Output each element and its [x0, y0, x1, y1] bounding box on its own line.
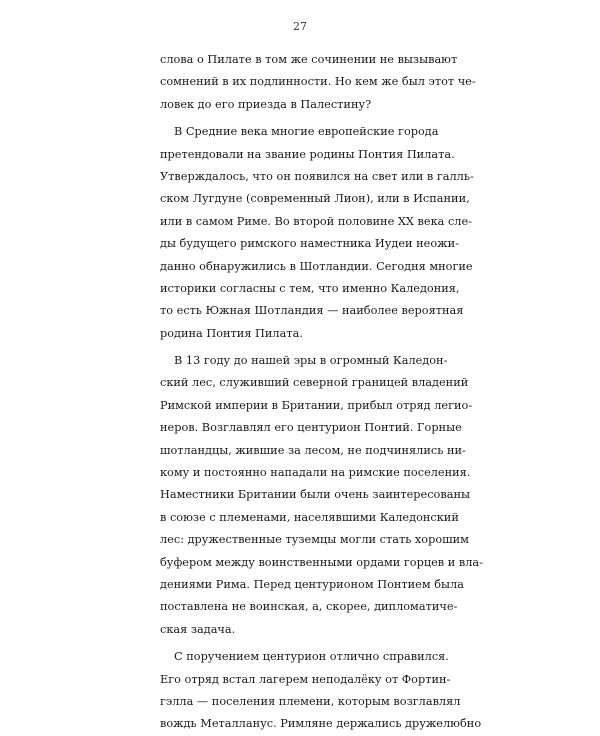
text-line: ловек до его приезда в Палестину?: [160, 97, 372, 111]
text-line: ском Лугдуне (современный Лион), или в Испании,: [160, 192, 470, 206]
text-line: В Средние века многие европейские города: [174, 125, 439, 139]
body-text: [160, 49, 483, 736]
text-line: С поручением центурион отлично справился.: [174, 650, 449, 664]
text-line: Наместники Британии были очень заинтересованы: [160, 488, 470, 502]
page-number: 27: [293, 20, 307, 33]
text-line: буфером между воинственными ордами горцев и вла-: [160, 555, 483, 569]
text-line: дениями Рима. Перед центурионом Понтием была: [160, 577, 464, 591]
text-line: кому и постоянно нападали на римские поселения.: [160, 466, 471, 480]
text-line: ская задача.: [160, 622, 236, 636]
text-line: ды будущего римского наместника Иудеи неожи-: [160, 237, 459, 251]
text-line: Утверждалось, что он появился на свет или в галль-: [160, 169, 474, 183]
text-line: Римской империи в Британии, прибыл отряд легио-: [160, 398, 473, 412]
text-line: историки согласны с тем, что именно Каледония,: [160, 281, 460, 295]
text-line: лес: дружественные туземцы могли стать хорошим: [160, 533, 469, 547]
text-line: неров. Возглавлял его центурион Понтий. Горные: [160, 421, 462, 435]
text-line: сомнений в их подлинности. Но кем же был этот че-: [160, 75, 476, 89]
text-line: поставлена не воинская, а, скорее, дипломатиче-: [160, 600, 458, 614]
text-line: родина Понтия Пилата.: [160, 326, 303, 340]
text-line: или в самом Риме. Во второй половине XX века сле-: [160, 214, 472, 228]
text-line: ский лес, служивший северной границей владений: [160, 376, 469, 390]
text-line: то есть Южная Шотландия — наиболее вероятная: [160, 304, 464, 318]
text-line: вождь Металланус. Римляне держались дружелюбно: [160, 717, 482, 731]
text-line: шотландцы, жившие за лесом, не подчинялись ни-: [160, 443, 466, 457]
text-line: данно обнаружились в Шотландии. Сегодня многие: [160, 259, 473, 273]
text-line: гэлла — поселения племени, которым возглавлял: [160, 694, 461, 708]
text-line: Его отряд встал лагерем неподалёку от Фортин-: [160, 672, 451, 686]
text-line: претендовали на звание родины Понтия Пилата.: [160, 147, 455, 161]
text-line: в союзе с племенами, населявшими Каледонский: [160, 510, 459, 524]
text-line: В 13 году до нашей эры в огромный Каледон-: [174, 354, 448, 368]
text-line: слова о Пилате в том же сочинении не вызывают: [160, 53, 458, 66]
